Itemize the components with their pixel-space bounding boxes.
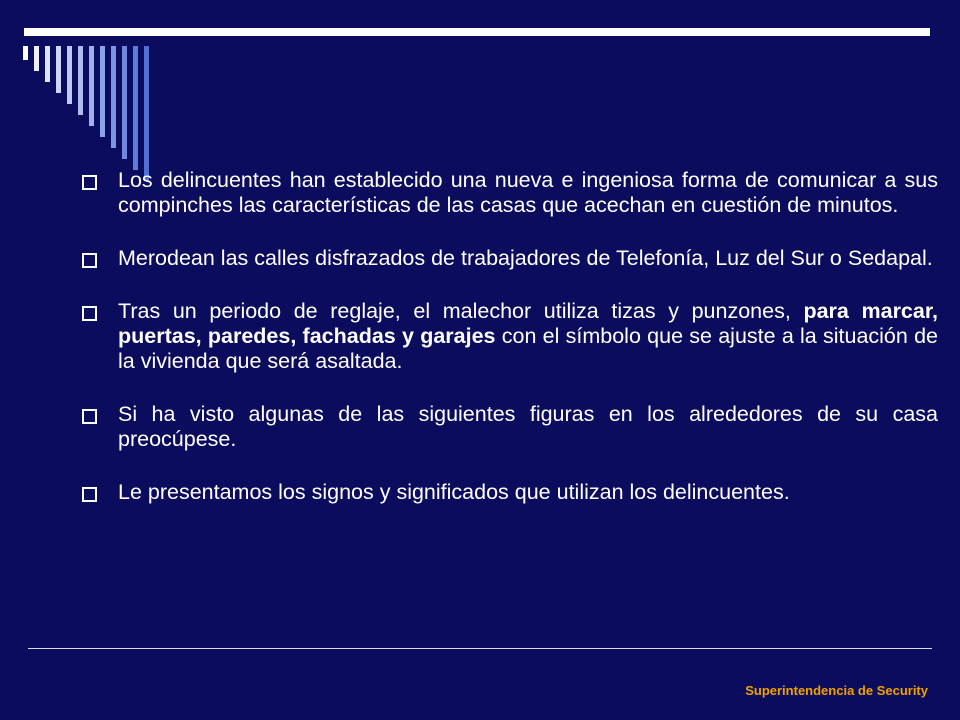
stripe <box>133 46 138 170</box>
top-bar <box>24 28 930 36</box>
stripe <box>67 46 72 104</box>
stripe <box>144 46 149 181</box>
stripe <box>23 46 28 60</box>
bullet-item <box>82 402 938 452</box>
bottom-rule <box>28 648 932 649</box>
footer-label: Superintendencia de Security <box>745 683 928 698</box>
stripe <box>56 46 61 93</box>
square-bullet-icon <box>82 487 97 502</box>
bullet-item <box>82 246 938 271</box>
bullet-text: Si ha visto algunas de las siguientes figuras en los alrededores de su casa preocúpese. <box>118 402 938 451</box>
bullet-text: Merodean las calles disfrazados de trabajadores de Telefonía, Luz del Sur o Sedapal. <box>118 246 933 270</box>
bullet-text-bold: para marcar, puertas, paredes, fachadas y garajes <box>118 299 939 348</box>
square-bullet-icon <box>82 409 97 424</box>
stripe <box>45 46 50 82</box>
stripe <box>89 46 94 126</box>
square-bullet-icon <box>82 175 97 190</box>
bullet-text: Le presentamos los signos y significados que utilizan los delincuentes. <box>118 480 790 504</box>
square-bullet-icon <box>82 253 97 268</box>
bullet-text: Los delincuentes han establecido una nueva e ingeniosa forma de comunicar a sus compinches las características de las casas que acechan en cuestión de minutos. <box>118 168 938 217</box>
bullet-item <box>82 168 938 218</box>
stripe <box>100 46 105 137</box>
bullet-item <box>82 480 938 505</box>
stripe <box>78 46 83 115</box>
square-bullet-icon <box>82 306 97 321</box>
stripe <box>34 46 39 71</box>
stripe <box>111 46 116 148</box>
bullet-text: con el símbolo que se ajuste a la situación de la vivienda que será asaltada. <box>118 324 938 373</box>
bullet-text: Tras un periodo de reglaje, el malechor utiliza tizas y punzones, <box>118 299 804 323</box>
stripe <box>122 46 127 159</box>
bullet-list <box>82 168 938 533</box>
bullet-item <box>82 299 938 374</box>
